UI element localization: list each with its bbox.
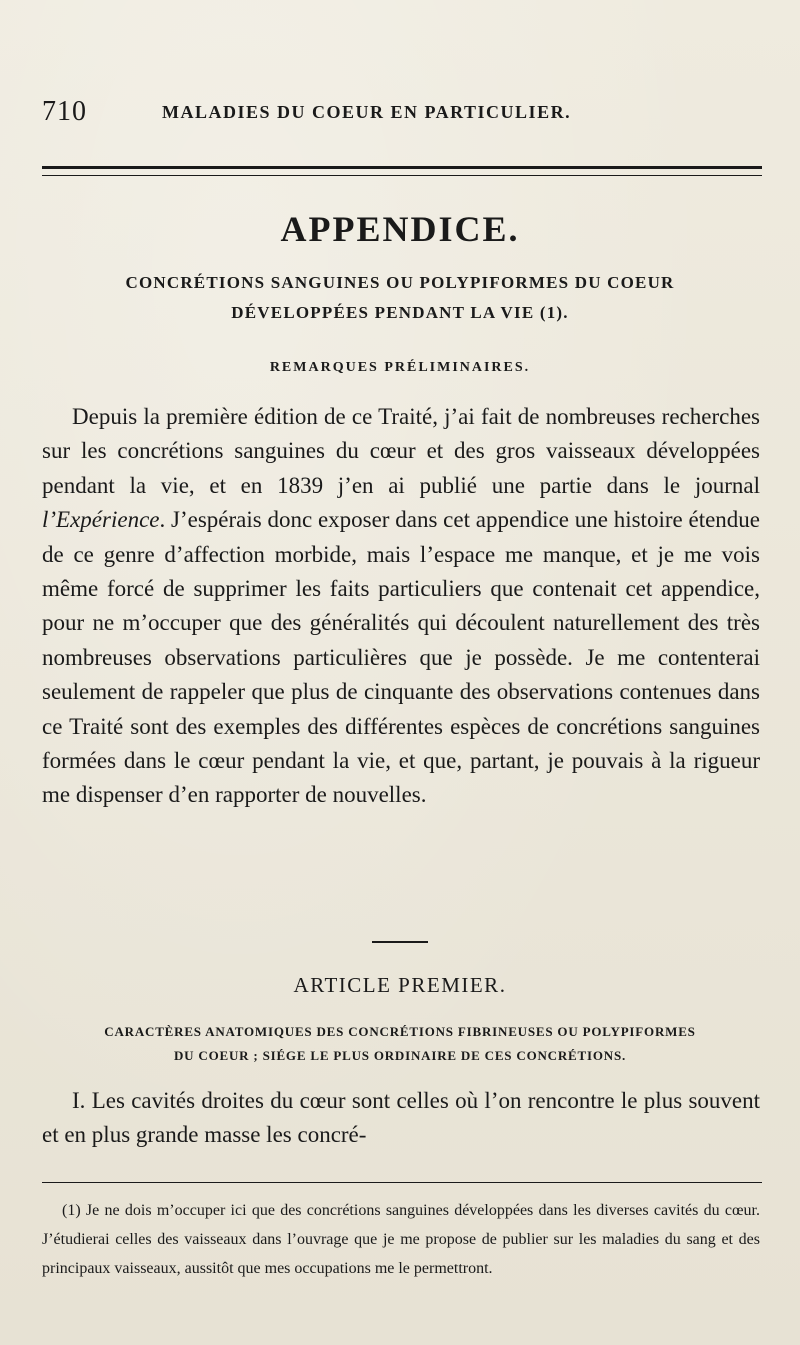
running-head: MALADIES DU COEUR EN PARTICULIER.	[162, 102, 572, 122]
body-paragraph-2: I. Les cavités droites du cœur sont celles où l’on rencontre le plus souvent et en plus grande masse les concré-	[42, 1088, 760, 1148]
footnote-rule	[42, 1182, 762, 1183]
page-number: 710	[42, 96, 87, 127]
section-divider	[372, 941, 428, 943]
appendix-subtitle-line-1: CONCRÉTIONS SANGUINES OU POLYPIFORMES DU COEUR	[125, 273, 675, 292]
body-paragraph-1	[42, 400, 760, 813]
footnote: (1) Je ne dois m’occuper ici que des concrétions sanguines développées dans les diverses cavités du cœur. J’étudierai celles des vaisseaux dans l’ouvrage que je me propose de publier sur les maladies du sang et des principaux vaisseaux, aussitôt que mes occupations me le permettront.	[42, 1202, 760, 1277]
journal-name: l’Expérience	[42, 507, 160, 533]
paragraph-1-text-b: . J’espérais donc exposer dans cet appendice une histoire étendue de ce genre d’affection morbide, mais l’espace me manque, et je me vois même forcé de supprimer les faits particuliers que contenait cet appendice, pour ne m’occuper que des généralités qui découlent naturellement des très nombreuses observations particulières que je possède. Je me contenterai seulement de rappeler que plus de cinquante des observations contenues dans ce Traité sont des exemples des différentes espèces de concrétions sanguines formées dans le cœur pendant la vie, et que, partant, je pouvais à la rigueur me dispenser d’en rapporter de nouvelles.	[42, 507, 760, 808]
paragraph-1-text-a: Depuis la première édition de ce Traité, j’ai fait de nombreuses recherches sur les concrétions sanguines du cœur et des gros vaisseaux développées pendant la vie, et en 1839 j’en ai publié une partie dans le journal	[42, 404, 760, 498]
appendix-title: APPENDICE.	[280, 209, 520, 249]
article-subtitle-line-1: CARACTÈRES ANATOMIQUES DES CONCRÉTIONS FIBRINEUSES OU POLYPIFORMES	[104, 1024, 696, 1039]
article-subtitle	[60, 1020, 740, 1068]
appendix-subtitle-line-2: DÉVELOPPÉES PENDANT LA VIE (1).	[231, 303, 569, 322]
section-heading: REMARQUES PRÉLIMINAIRES.	[269, 360, 531, 375]
article-title: ARTICLE PREMIER.	[293, 973, 507, 997]
header-double-rule	[42, 166, 762, 176]
article-subtitle-line-2: DU COEUR ; SIÉGE LE PLUS ORDINAIRE DE CES CONCRÉTIONS.	[173, 1048, 627, 1063]
page-header	[42, 96, 762, 136]
appendix-subtitle	[40, 268, 760, 328]
